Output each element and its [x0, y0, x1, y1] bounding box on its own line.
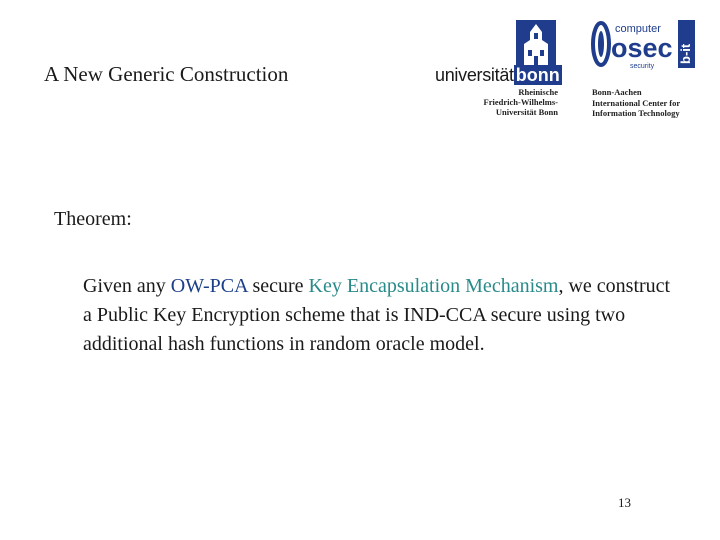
page-number: 13 — [618, 495, 631, 510]
bonn-subtitle-line: Friedrich-Wilhelms- — [483, 97, 558, 107]
theorem-term-ow-pca: OW-PCA — [170, 275, 248, 297]
university-building-icon — [516, 20, 556, 66]
svg-text:osec: osec — [611, 33, 673, 63]
theorem-term-kem: Key Encapsulation Mechanism — [308, 275, 559, 297]
theorem-statement — [83, 272, 683, 359]
slide-title: A New Generic Construction — [44, 62, 289, 86]
bonn-wordmark-bonn: bonn — [515, 65, 560, 85]
bit-subtitle-line: International Center for — [592, 97, 681, 108]
bit-cosec-logo — [588, 18, 708, 118]
svg-text:security: security — [630, 63, 655, 70]
theorem-label: Theorem: — [54, 208, 132, 230]
cosec-mark-icon — [590, 18, 700, 70]
bit-subtitle-line: Information Technology — [592, 108, 680, 118]
bonn-wordmark — [435, 64, 562, 86]
bonn-subtitle — [484, 87, 558, 117]
theorem-text: secure — [247, 275, 309, 297]
bonn-wordmark-uni: universität — [435, 65, 514, 85]
bit-subtitle-line: Bonn-Aachen — [592, 87, 642, 97]
bonn-subtitle-line: Rheinische — [518, 87, 558, 97]
svg-text:computer: computer — [615, 23, 661, 35]
bit-subtitle — [592, 87, 680, 119]
theorem-text: , we construct a Public Key Encryption scheme that is IND-CCA secure using two additional hash functions in random oracle model. — [83, 275, 671, 355]
theorem-text: Given any — [83, 275, 171, 297]
university-bonn-logo — [432, 20, 562, 117]
svg-text:b-it: b-it — [678, 43, 693, 64]
bonn-subtitle-line: Universität Bonn — [495, 107, 558, 117]
